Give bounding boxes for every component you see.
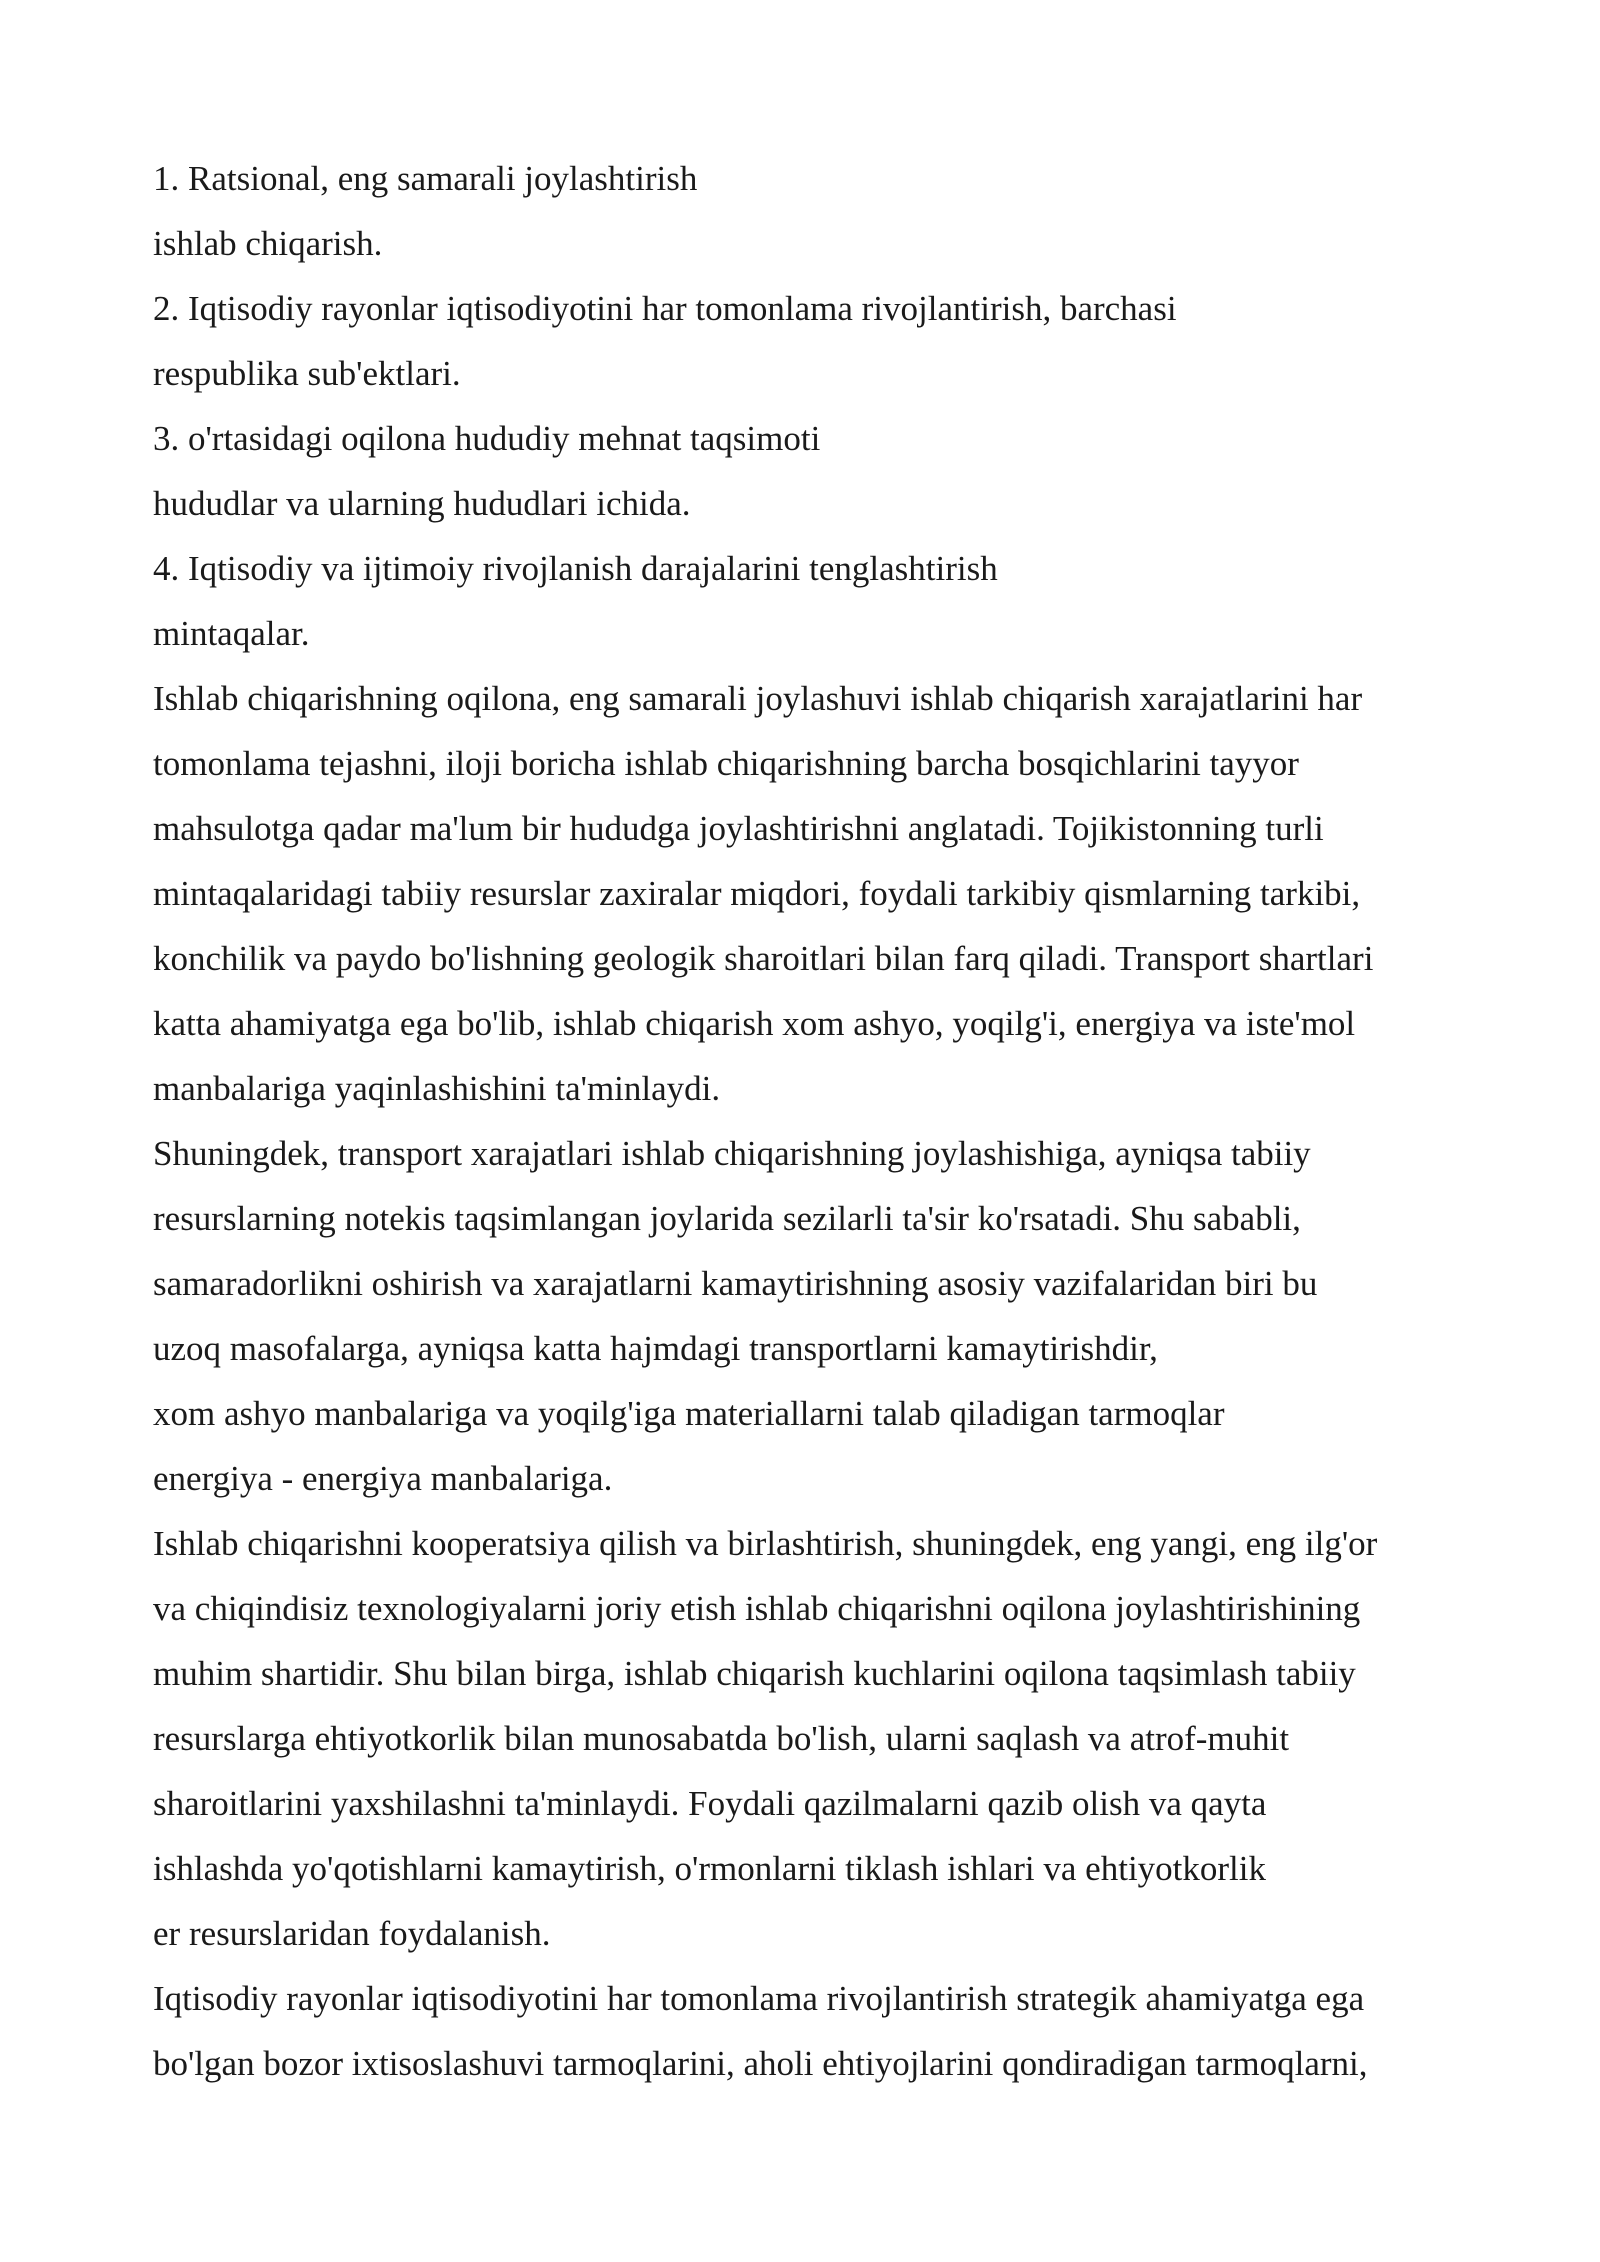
paragraph-line: bo'lgan bozor ixtisoslashuvi tarmoqlarini, aholi ehtiyojlarini qondiradigan tarmoqlarni, — [153, 2044, 1368, 2083]
paragraph-line: uzoq masofalarga, ayniqsa katta hajmdagi transportlarni kamaytirishdir, — [153, 1329, 1158, 1368]
paragraph-line: Ishlab chiqarishning oqilona, eng samarali joylashuvi ishlab chiqarish xarajatlarini har — [153, 679, 1363, 718]
paragraph-line: manbalariga yaqinlashishini ta'minlaydi. — [153, 1069, 721, 1108]
paragraph-line: Ishlab chiqarishni kooperatsiya qilish va birlashtirish, shuningdek, eng yangi, eng ilg'or — [153, 1524, 1378, 1563]
list-item-3: 3. o'rtasidagi oqilona hududiy mehnat taqsimoti — [153, 419, 821, 458]
paragraph-line: resurslarga ehtiyotkorlik bilan munosabatda bo'lish, ularni saqlash va atrof-muhit — [153, 1719, 1290, 1758]
paragraph-line: er resurslaridan foydalanish. — [153, 1914, 551, 1953]
paragraph-line: energiya - energiya manbalariga. — [153, 1459, 613, 1498]
paragraph-line: sharoitlarini yaxshilashni ta'minlaydi. Foydali qazilmalarni qazib olish va qayta — [153, 1784, 1267, 1823]
paragraph-line: samaradorlikni oshirish va xarajatlarni kamaytirishning asosiy vazifalaridan biri bu — [153, 1264, 1318, 1303]
paragraph-line: tomonlama tejashni, iloji boricha ishlab chiqarishning barcha bosqichlarini tayyor — [153, 744, 1299, 783]
paragraph-line: resurslarning notekis taqsimlangan joylarida sezilarli ta'sir ko'rsatadi. Shu sababli, — [153, 1199, 1301, 1238]
paragraph-line: mahsulotga qadar ma'lum bir hududga joylashtirishni anglatadi. Tojikistonning turli — [153, 809, 1324, 848]
document-body — [153, 146, 1483, 2096]
list-item-4: 4. Iqtisodiy va ijtimoiy rivojlanish darajalarini tenglashtirish — [153, 549, 998, 588]
paragraph-line: xom ashyo manbalariga va yoqilg'iga materiallarni talab qiladigan tarmoqlar — [153, 1394, 1225, 1433]
paragraph-line: konchilik va paydo bo'lishning geologik sharoitlari bilan farq qiladi. Transport shartlari — [153, 939, 1374, 978]
paragraph-line: muhim shartidir. Shu bilan birga, ishlab chiqarish kuchlarini oqilona taqsimlash tabiiy — [153, 1654, 1356, 1693]
list-item-4-continuation: mintaqalar. — [153, 614, 310, 653]
paragraph-line: mintaqalaridagi tabiiy resurslar zaxiralar miqdori, foydali tarkibiy qismlarning tarkibi, — [153, 874, 1361, 913]
paragraph-line: ishlashda yo'qotishlarni kamaytirish, o'rmonlarni tiklash ishlari va ehtiyotkorlik — [153, 1849, 1266, 1888]
paragraph-line: Iqtisodiy rayonlar iqtisodiyotini har tomonlama rivojlantirish strategik ahamiyatga ega — [153, 1979, 1365, 2018]
list-item-2: 2. Iqtisodiy rayonlar iqtisodiyotini har tomonlama rivojlantirish, barchasi — [153, 289, 1177, 328]
list-item-2-continuation: respublika sub'ektlari. — [153, 354, 461, 393]
paragraph-line: Shuningdek, transport xarajatlari ishlab chiqarishning joylashishiga, ayniqsa tabiiy — [153, 1134, 1311, 1173]
list-item-3-continuation: hududlar va ularning hududlari ichida. — [153, 484, 691, 523]
list-item-1-continuation: ishlab chiqarish. — [153, 224, 383, 263]
paragraph-line: katta ahamiyatga ega bo'lib, ishlab chiqarish xom ashyo, yoqilg'i, energiya va iste'mol — [153, 1004, 1356, 1043]
list-item-1: 1. Ratsional, eng samarali joylashtirish — [153, 159, 698, 198]
paragraph-line: va chiqindisiz texnologiyalarni joriy etish ishlab chiqarishni oqilona joylashtirishining — [153, 1589, 1361, 1628]
